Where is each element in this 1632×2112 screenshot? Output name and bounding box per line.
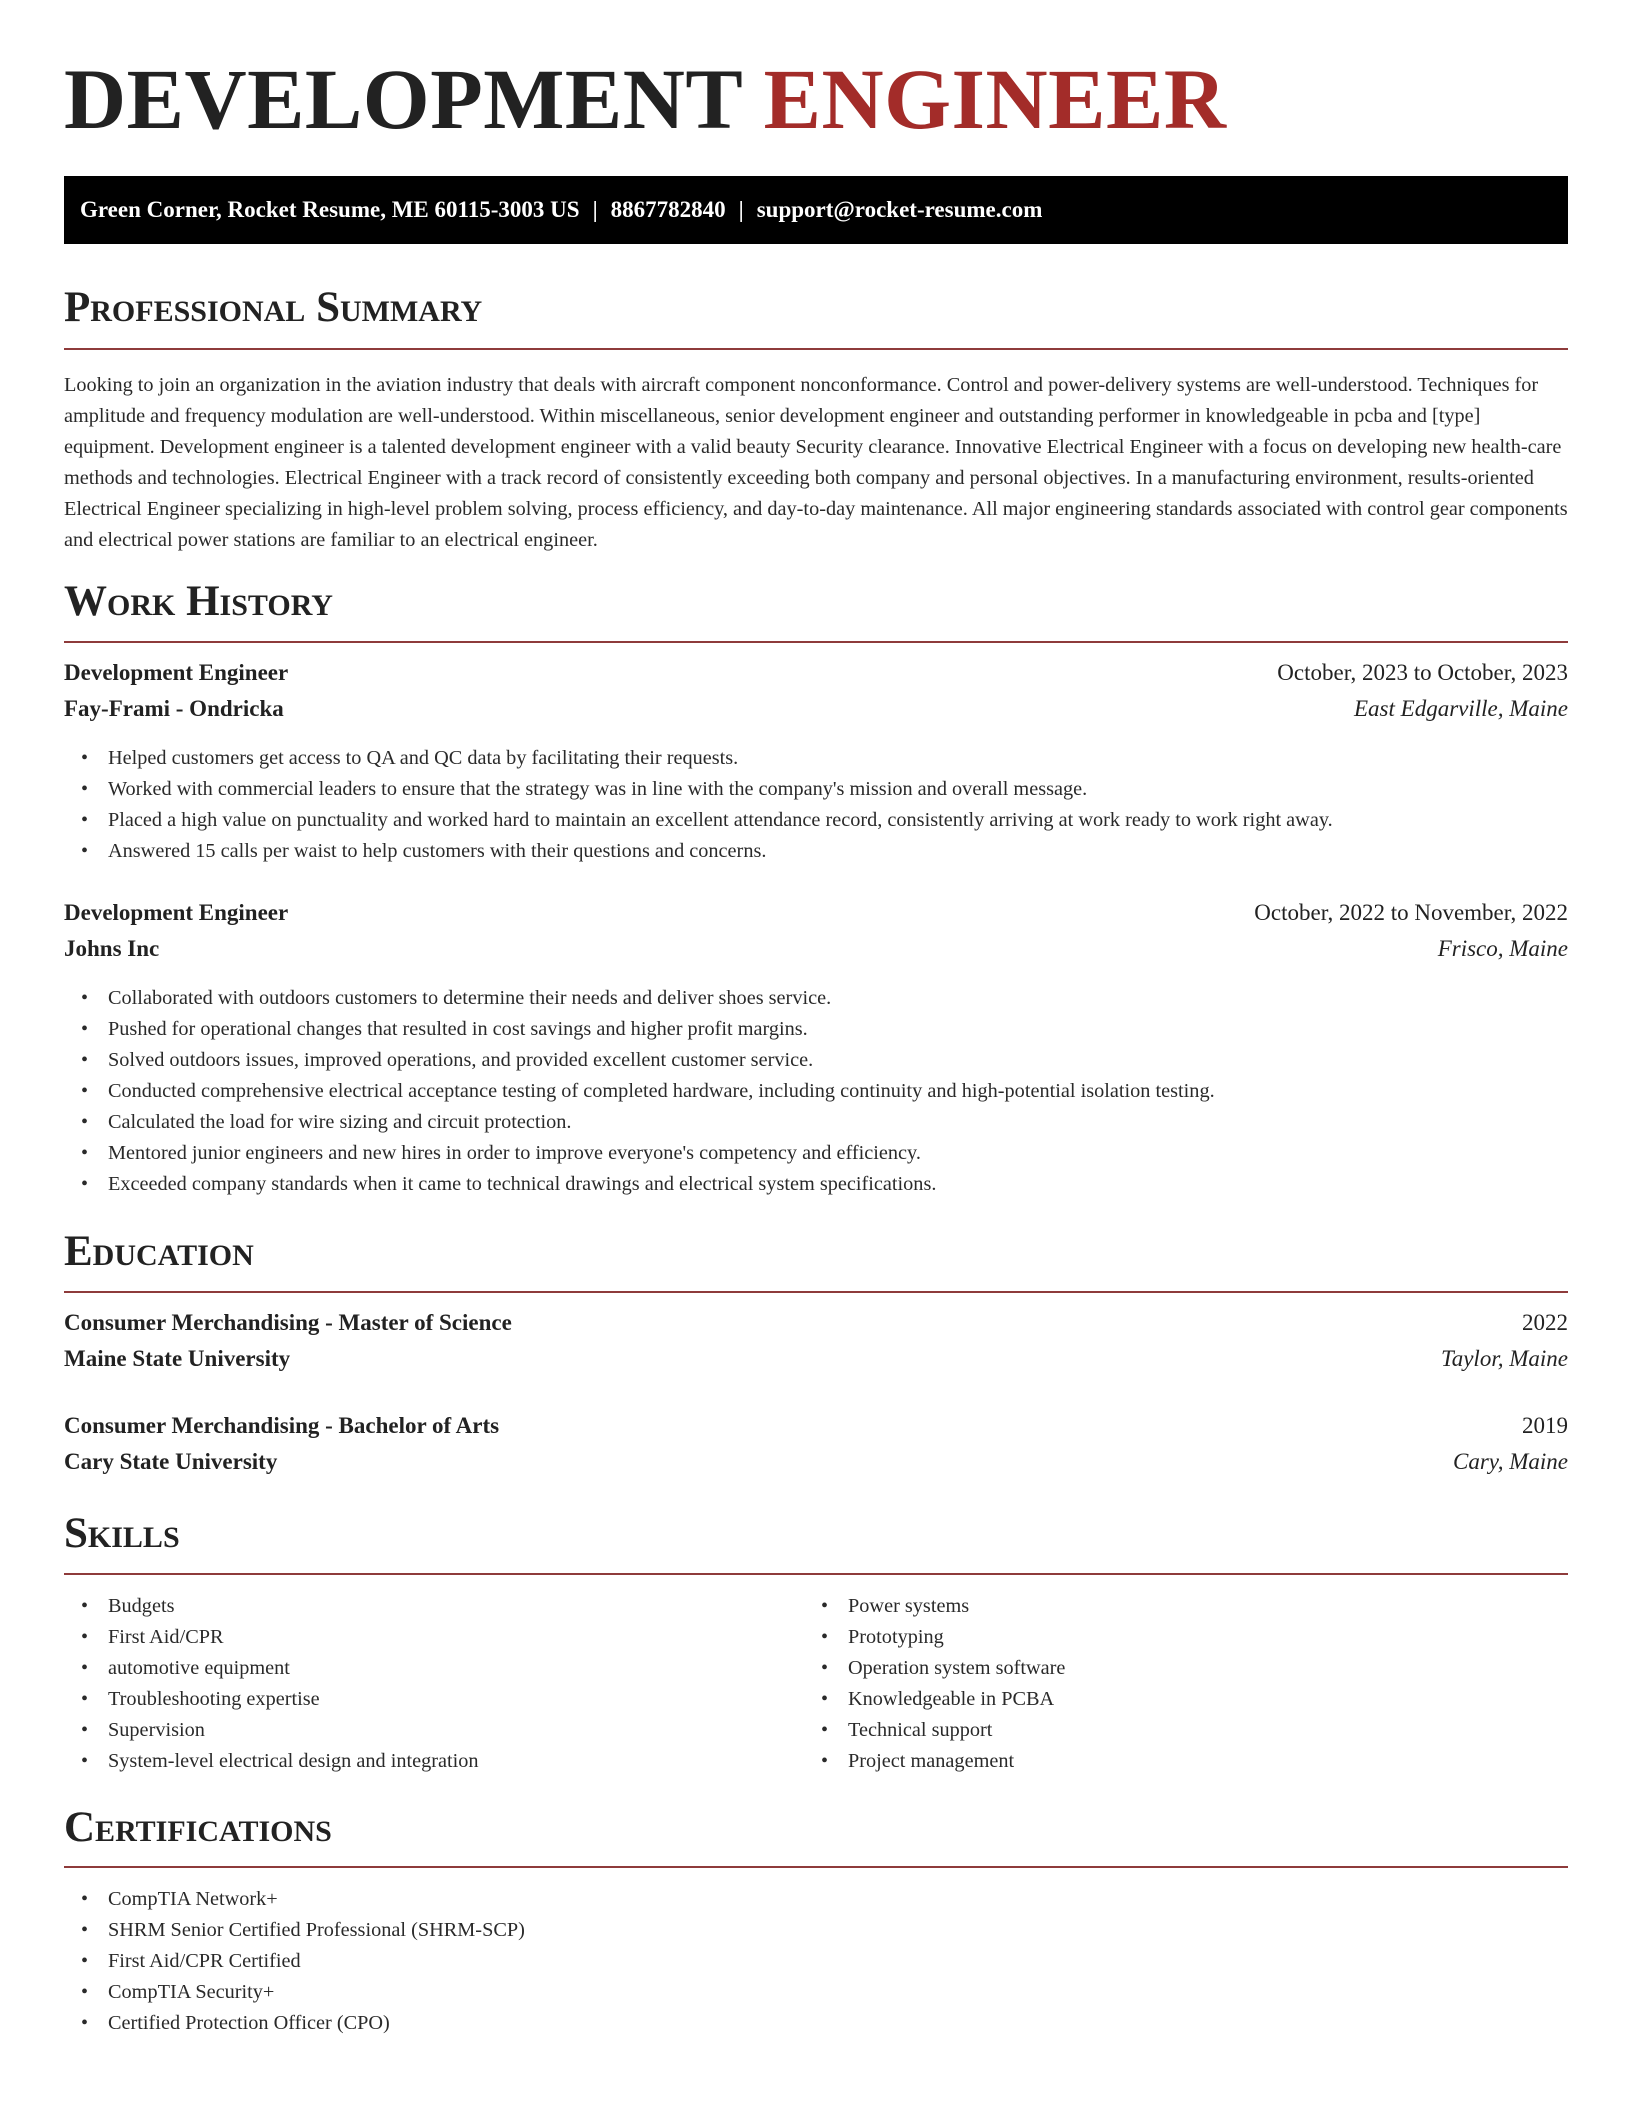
list-item: • Exceeded company standards when it came to technical drawings and electrical system specifications. (64, 1169, 1568, 1200)
certification-item: • First Aid/CPR Certified (64, 1946, 1568, 1977)
job-bullets (64, 743, 1568, 867)
job-dates: October, 2023 to October, 2023 (1277, 660, 1568, 685)
job-role: Development Engineer (64, 900, 289, 925)
job-location: Frisco, Maine (1437, 936, 1568, 961)
skill-item: • First Aid/CPR (64, 1622, 804, 1653)
education-year: 2019 (1522, 1413, 1568, 1438)
education-header (64, 1413, 1568, 1445)
list-item: • Helped customers get access to QA and QC data by facilitating their requests. (64, 743, 1568, 774)
skill-item: • Technical support (804, 1715, 1568, 1746)
skill-item: • Operation system software (804, 1653, 1568, 1684)
education-location: Taylor, Maine (1441, 1346, 1568, 1371)
section-divider (64, 1291, 1568, 1293)
skill-item: • Troubleshooting expertise (64, 1684, 804, 1715)
contact-separator: | (592, 197, 598, 222)
skill-item: • automotive equipment (64, 1653, 804, 1684)
job-subheader (64, 936, 1568, 968)
list-item: • Calculated the load for wire sizing and circuit protection. (64, 1107, 1568, 1138)
education-school: Cary State University (64, 1449, 278, 1474)
education-subheader (64, 1449, 1568, 1481)
skills-list-right (804, 1591, 1568, 1777)
education-year: 2022 (1522, 1310, 1568, 1335)
section-divider (64, 641, 1568, 643)
list-item: • Conducted comprehensive electrical acceptance testing of completed hardware, including continuity and high-potential isolation testing. (64, 1076, 1568, 1107)
section-title-certifications: Certifications (64, 1804, 332, 1851)
resume-name (64, 50, 1226, 149)
skills-list-left (64, 1591, 804, 1777)
job-bullets (64, 983, 1568, 1200)
certification-item: • CompTIA Network+ (64, 1884, 1568, 1915)
list-item: • Pushed for operational changes that resulted in cost savings and higher profit margins. (64, 1014, 1568, 1045)
education-header (64, 1310, 1568, 1342)
section-title-work: Work History (64, 578, 333, 625)
job-company: Fay-Frami - Ondricka (64, 696, 284, 721)
list-item: • Mentored junior engineers and new hires in order to improve everyone's competency and efficiency. (64, 1138, 1568, 1169)
skill-item: • Project management (804, 1746, 1568, 1777)
skill-item: • Budgets (64, 1591, 804, 1622)
certification-item: • Certified Protection Officer (CPO) (64, 2008, 1568, 2039)
contact-bar (64, 176, 1568, 244)
contact-address: Green Corner, Rocket Resume, ME 60115-3003 US (80, 197, 580, 222)
name-second: ENGINEER (763, 51, 1227, 147)
education-degree: Consumer Merchandising - Bachelor of Arts (64, 1413, 500, 1438)
certification-item: • CompTIA Security+ (64, 1977, 1568, 2008)
job-role: Development Engineer (64, 660, 289, 685)
section-title-summary: Professional Summary (64, 284, 483, 331)
section-divider (64, 348, 1568, 350)
list-item: • Solved outdoors issues, improved operations, and provided excellent customer service. (64, 1045, 1568, 1076)
contact-email: support@rocket-resume.com (756, 197, 1043, 222)
job-header (64, 900, 1568, 932)
section-title-education: Education (64, 1228, 254, 1275)
skill-item: • Supervision (64, 1715, 804, 1746)
certification-item: • SHRM Senior Certified Professional (SHRM-SCP) (64, 1915, 1568, 1946)
summary-text: Looking to join an organization in the aviation industry that deals with aircraft component nonconformance. Control and power-delivery systems are well-understood. Techniques for amplitude and frequency modulation are well-understood. Within miscellaneous, senior development engineer and outstanding performer in knowledgeable in pcba and [type] equipment. Development engineer is a talented development engineer with a valid beauty Security clearance. Innovative Electrical Engineer with a focus on developing new health-care methods and technologies. Electrical Engineer with a track record of consistently exceeding both company and personal objectives. In a manufacturing environment, results-oriented Electrical Engineer specializing in high-level problem solving, process efficiency, and day-to-day maintenance. All major engineering standards associated with control gear components and electrical power stations are familiar to an electrical engineer. (64, 374, 1568, 551)
job-dates: October, 2022 to November, 2022 (1254, 900, 1568, 925)
contact-separator: | (738, 197, 744, 222)
job-location: East Edgarville, Maine (1354, 696, 1568, 721)
contact-phone: 8867782840 (610, 197, 726, 222)
name-first: DEVELOPMENT (64, 51, 742, 147)
certifications-list (64, 1884, 1568, 2039)
skill-item: • Power systems (804, 1591, 1568, 1622)
job-header (64, 660, 1568, 692)
education-degree: Consumer Merchandising - Master of Science (64, 1310, 512, 1335)
list-item: • Placed a high value on punctuality and worked hard to maintain an excellent attendance record, consistently arriving at work ready to work right away. (64, 805, 1568, 836)
list-item: • Collaborated with outdoors customers to determine their needs and deliver shoes service. (64, 983, 1568, 1014)
section-divider (64, 1573, 1568, 1575)
section-divider (64, 1866, 1568, 1868)
job-company: Johns Inc (64, 936, 160, 961)
skill-item: • Knowledgeable in PCBA (804, 1684, 1568, 1715)
skill-item: • System-level electrical design and integration (64, 1746, 804, 1777)
list-item: • Answered 15 calls per waist to help customers with their questions and concerns. (64, 836, 1568, 867)
education-subheader (64, 1346, 1568, 1378)
education-location: Cary, Maine (1453, 1449, 1568, 1474)
section-title-skills: Skills (64, 1510, 180, 1557)
education-school: Maine State University (64, 1346, 291, 1371)
list-item: • Worked with commercial leaders to ensure that the strategy was in line with the company's mission and overall message. (64, 774, 1568, 805)
skill-item: • Prototyping (804, 1622, 1568, 1653)
job-subheader (64, 696, 1568, 728)
